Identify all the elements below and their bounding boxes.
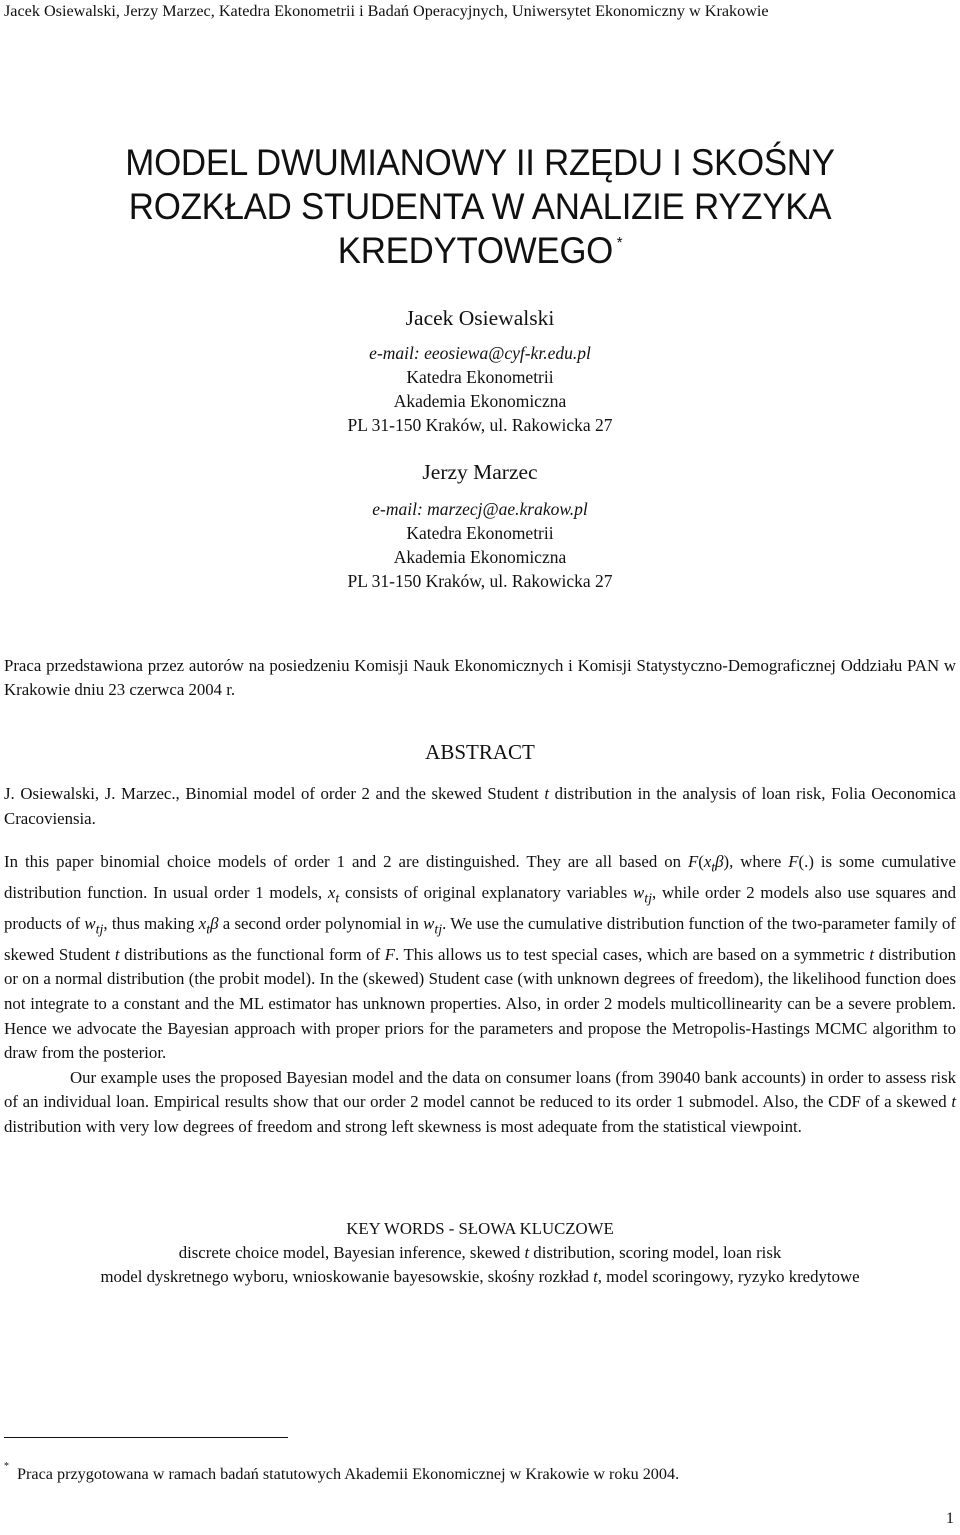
abstract-citation: J. Osiewalski, J. Marzec., Binomial model of order 2 and the skewed Student t distribution in the analysis of loan risk, Folia Oeconomica Cracoviensia. bbox=[4, 784, 956, 828]
footnote-marker: * bbox=[4, 1461, 9, 1472]
title-line-3: KREDYTOWEGO * bbox=[337, 229, 623, 271]
keywords-block bbox=[0, 1217, 960, 1289]
abstract-paragraph-1: In this paper binomial choice models of order 1 and 2 are distinguished. They are all based on $F(x_t\beta)$, where F(.) is some cumulative distribution function. In usual order 1 models, $x_t$ consists of original explanatory variables $w_{tj}$, while order 2 models also use squares and products of $w_{tj}$, thus making $x_t\beta$ a second order polynomial in $w_{tj}$. We use the cumulative distribution function of the two-parameter family of skewed Student t distributions as the functional form of F. This allows us to test special cases, which are based on a symmetric t distribution or on a normal distribution (the probit model). In the (skewed) Student case (with unknown degrees of freedom), the likelihood function does not integrate to a constant and the ML estimator has unknown properties. Also, in order 2 models multicollinearity can be a severe problem. Hence we advocate the Bayesian approach with proper priors for the parameters and propose the Metropolis-Hastings MCMC algorithm to draw from the posterior. bbox=[4, 852, 956, 1063]
footnote bbox=[4, 1461, 680, 1484]
keywords-polish: model dyskretnego wyboru, wnioskowanie bayesowskie, skośny rozkład t, model scoringowy, ryzyko kredytowe bbox=[100, 1267, 860, 1286]
footnote-marker: * bbox=[616, 235, 623, 252]
abstract-body bbox=[4, 850, 956, 1140]
author-address-1: PL 31-150 Kraków, ul. Rakowicka 27 bbox=[347, 415, 613, 435]
author-email-2: e-mail: marzecj@ae.krakow.pl bbox=[372, 499, 588, 519]
author-dept-1: Katedra Ekonometrii bbox=[406, 367, 554, 387]
keywords-english: discrete choice model, Bayesian inference, skewed t distribution, scoring model, loan risk bbox=[178, 1243, 782, 1262]
title-line-1: MODEL DWUMIANOWY II RZĘDU I SKOŚNY bbox=[125, 141, 835, 183]
title-line-2: ROZKŁAD STUDENTA W ANALIZIE RYZYKA bbox=[128, 185, 832, 227]
author-dept-2: Katedra Ekonometrii bbox=[406, 523, 554, 543]
footnote-divider bbox=[4, 1437, 288, 1438]
abstract-heading: ABSTRACT bbox=[425, 740, 535, 764]
author-name-2: Jerzy Marzec bbox=[422, 460, 538, 484]
keywords-heading: KEY WORDS - SŁOWA KLUCZOWE bbox=[346, 1219, 614, 1238]
author-affiliation-2 bbox=[0, 497, 960, 593]
abstract-paragraph-2: Our example uses the proposed Bayesian model and the data on consumer loans (from 39040 bank accounts) in order to assess risk of an individual loan. Empirical results show that our order 2 model cannot be reduced to its order 1 submodel. Also, the CDF of a skewed t distribution with very low degrees of freedom and strong left skewness is most adequate from the statistical viewpoint. bbox=[4, 1067, 956, 1137]
paper-title bbox=[71, 140, 889, 272]
author-inst-2: Akademia Ekonomiczna bbox=[393, 547, 567, 567]
author-address-2: PL 31-150 Kraków, ul. Rakowicka 27 bbox=[347, 571, 613, 591]
page-number: 1 bbox=[945, 1509, 954, 1527]
presentation-note: Praca przedstawiona przez autorów na posiedzeniu Komisji Nauk Ekonomicznych i Komisji Statystyczno-Demograficznej Oddziału PAN w Krakowie dniu 23 czerwca 2004 r. bbox=[4, 656, 956, 699]
author-email-1: e-mail: eeosiewa@cyf-kr.edu.pl bbox=[369, 343, 591, 363]
footnote-text: Praca przygotowana w ramach badań statutowych Akademii Ekonomicznej w Krakowie w roku 2004. bbox=[17, 1465, 680, 1483]
author-affiliation-1 bbox=[0, 341, 960, 437]
running-header: Jacek Osiewalski, Jerzy Marzec, Katedra Ekonometrii i Badań Operacyjnych, Uniwersytet Ekonomiczny w Krakowie bbox=[4, 2, 769, 20]
author-name-1: Jacek Osiewalski bbox=[405, 306, 555, 330]
author-inst-1: Akademia Ekonomiczna bbox=[393, 391, 567, 411]
